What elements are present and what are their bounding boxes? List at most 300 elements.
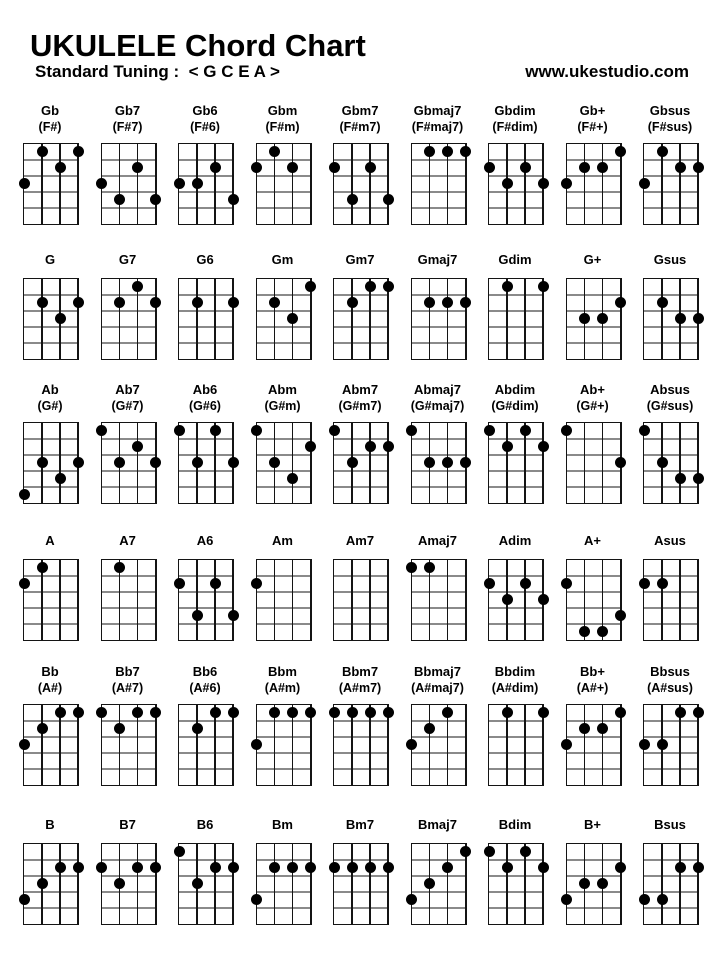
fret-line (102, 470, 156, 471)
chord-alt-name: (F#7) (112, 120, 143, 134)
finger-dot (287, 862, 298, 873)
finger-dot (192, 297, 203, 308)
string-line (351, 560, 353, 640)
chord-name: Bb6 (192, 664, 218, 679)
string-line (697, 560, 699, 640)
fret-line (24, 575, 78, 576)
chord-alt-name: (A#m) (264, 681, 301, 695)
string-line (369, 144, 371, 224)
chord-name: Abm7 (341, 382, 379, 397)
chord-alt-name: (G#dim) (491, 399, 539, 413)
fret-line (567, 859, 621, 860)
string-line (369, 423, 371, 503)
chord-alt-name: (A#7) (111, 681, 144, 695)
fret-line (644, 736, 698, 737)
chord-name: Gbdim (494, 103, 536, 118)
finger-dot (597, 878, 608, 889)
chord-fretboard-diagram (488, 143, 544, 225)
finger-dot (657, 739, 668, 750)
fret-line (412, 191, 466, 192)
finger-dot (442, 707, 453, 718)
string-line (155, 279, 157, 359)
finger-dot (73, 862, 84, 873)
fret-line (257, 891, 311, 892)
chord-fretboard-diagram (488, 843, 544, 925)
finger-dot (579, 878, 590, 889)
finger-dot (73, 297, 84, 308)
finger-dot (96, 707, 107, 718)
finger-dot (424, 297, 435, 308)
string-line (137, 560, 139, 640)
finger-dot (615, 457, 626, 468)
finger-dot (287, 707, 298, 718)
fret-line (489, 207, 543, 208)
string-line (59, 560, 61, 640)
chord-name: Bdim (498, 817, 532, 832)
fret-line (257, 486, 311, 487)
string-line (292, 560, 294, 640)
chord-fretboard-diagram (256, 559, 312, 641)
chord-fretboard-diagram (101, 559, 157, 641)
fret-line (412, 907, 466, 908)
finger-dot (150, 862, 161, 873)
fret-line (179, 623, 233, 624)
finger-dot (37, 562, 48, 573)
string-line (387, 144, 389, 224)
fret-line (102, 875, 156, 876)
finger-dot (693, 473, 704, 484)
finger-dot (383, 707, 394, 718)
fret-line (412, 607, 466, 608)
fret-line (24, 607, 78, 608)
string-line (697, 423, 699, 503)
chord-name: B7 (119, 817, 136, 832)
chord-name: Am (272, 533, 293, 548)
finger-dot (460, 146, 471, 157)
fret-line (567, 720, 621, 721)
chord-fretboard-diagram (488, 422, 544, 504)
chord-fretboard-diagram (256, 704, 312, 786)
finger-dot (615, 610, 626, 621)
chord-name: Am7 (345, 533, 375, 548)
finger-dot (228, 707, 239, 718)
finger-dot (73, 707, 84, 718)
fret-line (334, 859, 388, 860)
fret-line (334, 310, 388, 311)
string-line (524, 705, 526, 785)
finger-dot (424, 878, 435, 889)
finger-dot (615, 146, 626, 157)
finger-dot (269, 707, 280, 718)
string-line (292, 144, 294, 224)
string-line (679, 423, 681, 503)
finger-dot (150, 297, 161, 308)
chord-name: Gm (271, 252, 294, 267)
string-line (584, 705, 586, 785)
finger-dot (460, 846, 471, 857)
chord-fretboard-diagram (411, 278, 467, 360)
chord-name: Gb7 (114, 103, 141, 118)
chord-fretboard-diagram (566, 704, 622, 786)
chord-name: Asus (654, 533, 686, 548)
fret-line (412, 891, 466, 892)
fret-line (644, 486, 698, 487)
string-line (232, 560, 234, 640)
fret-line (102, 191, 156, 192)
finger-dot (424, 723, 435, 734)
finger-dot (383, 441, 394, 452)
chord-fretboard-diagram (643, 843, 699, 925)
string-line (542, 844, 544, 924)
finger-dot (538, 178, 549, 189)
fret-line (102, 752, 156, 753)
fret-line (567, 294, 621, 295)
fret-line (179, 438, 233, 439)
string-line (369, 844, 371, 924)
chord-name: A6 (196, 533, 214, 548)
fret-line (179, 207, 233, 208)
fret-line (24, 191, 78, 192)
string-line (41, 705, 43, 785)
finger-dot (597, 723, 608, 734)
finger-dot (693, 707, 704, 718)
fret-line (412, 207, 466, 208)
finger-dot (210, 578, 221, 589)
chord-alt-name: (G#maj7) (410, 399, 465, 413)
fret-line (179, 720, 233, 721)
chord-name: Amaj7 (417, 533, 458, 548)
fret-line (489, 486, 543, 487)
finger-dot (347, 457, 358, 468)
finger-dot (96, 178, 107, 189)
string-line (524, 560, 526, 640)
chord-fretboard-diagram (566, 278, 622, 360)
fret-line (489, 159, 543, 160)
string-line (369, 560, 371, 640)
finger-dot (19, 489, 30, 500)
fret-line (257, 859, 311, 860)
finger-dot (675, 707, 686, 718)
finger-dot (657, 297, 668, 308)
fret-line (644, 875, 698, 876)
fret-line (334, 486, 388, 487)
finger-dot (406, 739, 417, 750)
fret-line (489, 438, 543, 439)
chord-fretboard-diagram (333, 704, 389, 786)
fret-line (257, 623, 311, 624)
chord-name: Bbmaj7 (414, 664, 461, 679)
fret-line (412, 310, 466, 311)
string-line (351, 279, 353, 359)
chord-alt-name: (A#+) (576, 681, 609, 695)
string-line (137, 844, 139, 924)
string-line (232, 844, 234, 924)
string-line (232, 279, 234, 359)
chord-alt-name: (F#sus) (647, 120, 693, 134)
finger-dot (228, 194, 239, 205)
fret-line (24, 891, 78, 892)
fret-line (567, 454, 621, 455)
chord-name: Bbsus (650, 664, 690, 679)
chord-name: Bbdim (494, 664, 536, 679)
fret-line (24, 720, 78, 721)
fret-line (567, 175, 621, 176)
string-line (310, 844, 312, 924)
string-line (196, 279, 198, 359)
chord-name: Gmaj7 (417, 252, 458, 267)
finger-dot (228, 297, 239, 308)
string-line (232, 144, 234, 224)
fret-line (102, 159, 156, 160)
finger-dot (132, 862, 143, 873)
finger-dot (132, 441, 143, 452)
chord-fretboard-diagram (23, 843, 79, 925)
fret-line (102, 736, 156, 737)
finger-dot (693, 862, 704, 873)
finger-dot (329, 707, 340, 718)
chord-alt-name: (A#maj7) (411, 681, 464, 695)
finger-dot (693, 162, 704, 173)
finger-dot (442, 862, 453, 873)
finger-dot (615, 297, 626, 308)
fret-line (644, 891, 698, 892)
finger-dot (19, 894, 30, 905)
chord-fretboard-diagram (488, 704, 544, 786)
finger-dot (383, 281, 394, 292)
finger-dot (693, 313, 704, 324)
chord-fretboard-diagram (411, 559, 467, 641)
fret-line (179, 310, 233, 311)
chord-name: Bb+ (580, 664, 605, 679)
finger-dot (424, 146, 435, 157)
string-line (41, 279, 43, 359)
finger-dot (114, 723, 125, 734)
chord-fretboard-diagram (333, 422, 389, 504)
finger-dot (484, 846, 495, 857)
finger-dot (538, 594, 549, 605)
finger-dot (639, 178, 650, 189)
finger-dot (424, 457, 435, 468)
chord-fretboard-diagram (101, 843, 157, 925)
chord-alt-name: (G#sus) (646, 399, 694, 413)
chord-fretboard-diagram (643, 278, 699, 360)
fret-line (567, 470, 621, 471)
fret-line (24, 768, 78, 769)
finger-dot (287, 473, 298, 484)
finger-dot (520, 162, 531, 173)
finger-dot (114, 194, 125, 205)
finger-dot (502, 281, 513, 292)
finger-dot (460, 457, 471, 468)
fret-line (24, 342, 78, 343)
chord-name: Gbsus (649, 103, 691, 118)
chord-name: B6 (196, 817, 214, 832)
string-line (274, 844, 276, 924)
fret-line (489, 891, 543, 892)
string-line (620, 279, 622, 359)
chord-name: Bb7 (115, 664, 140, 679)
chord-fretboard-diagram (178, 422, 234, 504)
fret-line (644, 470, 698, 471)
string-line (292, 423, 294, 503)
fret-line (334, 875, 388, 876)
finger-dot (639, 894, 650, 905)
fret-line (567, 907, 621, 908)
fret-line (412, 623, 466, 624)
fret-line (24, 159, 78, 160)
chord-fretboard-diagram (488, 278, 544, 360)
finger-dot (329, 862, 340, 873)
finger-dot (174, 425, 185, 436)
fret-line (412, 768, 466, 769)
fret-line (412, 875, 466, 876)
fret-line (24, 294, 78, 295)
chord-fretboard-diagram (411, 704, 467, 786)
finger-dot (561, 739, 572, 750)
string-line (387, 844, 389, 924)
finger-dot (73, 457, 84, 468)
string-line (310, 144, 312, 224)
finger-dot (657, 578, 668, 589)
fret-line (257, 768, 311, 769)
finger-dot (484, 578, 495, 589)
chord-name: Gb6 (192, 103, 218, 118)
chord-name: A (45, 533, 55, 548)
chord-fretboard-diagram (333, 843, 389, 925)
fret-line (24, 752, 78, 753)
fret-line (567, 326, 621, 327)
fret-line (412, 591, 466, 592)
fret-line (567, 575, 621, 576)
fret-line (567, 875, 621, 876)
finger-dot (192, 878, 203, 889)
fret-line (179, 575, 233, 576)
string-line (602, 705, 604, 785)
finger-dot (55, 313, 66, 324)
fret-line (179, 294, 233, 295)
chord-name: Ab6 (192, 382, 218, 397)
fret-line (102, 607, 156, 608)
finger-dot (561, 578, 572, 589)
website-link: www.ukestudio.com (525, 62, 689, 81)
finger-dot (19, 578, 30, 589)
fret-line (257, 454, 311, 455)
string-line (506, 423, 508, 503)
chord-alt-name: (G#m7) (338, 399, 382, 413)
finger-dot (597, 162, 608, 173)
fret-line (334, 454, 388, 455)
fret-line (334, 175, 388, 176)
fret-line (412, 294, 466, 295)
fret-line (567, 736, 621, 737)
finger-dot (305, 281, 316, 292)
fret-line (489, 736, 543, 737)
fret-line (489, 720, 543, 721)
string-line (620, 844, 622, 924)
chord-name: Gbm7 (341, 103, 379, 118)
fret-line (257, 438, 311, 439)
fret-line (102, 591, 156, 592)
finger-dot (675, 473, 686, 484)
chord-fretboard-diagram (643, 559, 699, 641)
finger-dot (305, 441, 316, 452)
chord-alt-name: (F#dim) (492, 120, 538, 134)
finger-dot (406, 562, 417, 573)
fret-line (644, 752, 698, 753)
finger-dot (502, 441, 513, 452)
finger-dot (520, 578, 531, 589)
finger-dot (192, 457, 203, 468)
fret-line (257, 342, 311, 343)
finger-dot (192, 610, 203, 621)
finger-dot (561, 894, 572, 905)
fret-line (334, 907, 388, 908)
finger-dot (55, 862, 66, 873)
chord-name: Abdim (494, 382, 536, 397)
fret-line (24, 454, 78, 455)
fret-line (644, 294, 698, 295)
fret-line (334, 207, 388, 208)
finger-dot (442, 297, 453, 308)
chord-name: Gdim (498, 252, 532, 267)
finger-dot (657, 894, 668, 905)
fret-line (412, 752, 466, 753)
finger-dot (406, 894, 417, 905)
finger-dot (55, 162, 66, 173)
fret-line (334, 891, 388, 892)
fret-line (334, 191, 388, 192)
finger-dot (639, 739, 650, 750)
fret-line (644, 859, 698, 860)
fret-line (179, 470, 233, 471)
string-line (119, 144, 121, 224)
chord-fretboard-diagram (101, 278, 157, 360)
string-line (155, 844, 157, 924)
string-line (679, 144, 681, 224)
finger-dot (329, 162, 340, 173)
finger-dot (55, 473, 66, 484)
chord-name: Bbm (268, 664, 297, 679)
chord-fretboard-diagram (643, 704, 699, 786)
fret-line (257, 326, 311, 327)
string-line (661, 844, 663, 924)
fret-line (334, 591, 388, 592)
finger-dot (251, 739, 262, 750)
string-line (447, 560, 449, 640)
string-line (447, 279, 449, 359)
finger-dot (251, 162, 262, 173)
string-line (697, 144, 699, 224)
finger-dot (365, 707, 376, 718)
fret-line (567, 191, 621, 192)
string-line (214, 560, 216, 640)
fret-line (489, 470, 543, 471)
string-line (155, 560, 157, 640)
finger-dot (347, 862, 358, 873)
chord-fretboard-diagram (256, 422, 312, 504)
string-line (351, 144, 353, 224)
fret-line (644, 438, 698, 439)
fret-line (644, 623, 698, 624)
fret-line (102, 326, 156, 327)
chord-fretboard-diagram (178, 143, 234, 225)
chord-name: Ab (41, 382, 59, 397)
chord-alt-name: (G#) (37, 399, 63, 413)
fret-line (644, 310, 698, 311)
chord-fretboard-diagram (333, 559, 389, 641)
chord-name: Ab+ (580, 382, 605, 397)
finger-dot (210, 707, 221, 718)
